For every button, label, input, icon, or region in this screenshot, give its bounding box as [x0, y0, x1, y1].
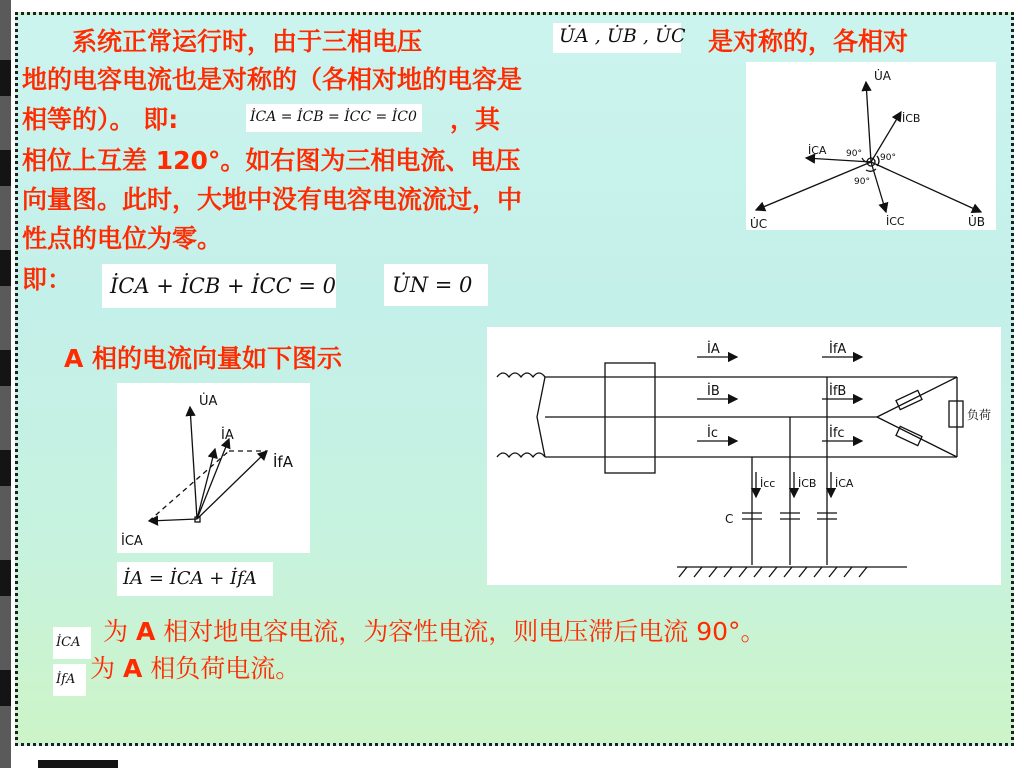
- para-line-1-end: 是对称的，各相对: [708, 27, 909, 56]
- three-phase-vector-diagram: [746, 62, 996, 230]
- pa-ia-label: İA: [221, 428, 234, 443]
- para-line-1: 系统正常运行时，由于三相电压: [72, 27, 423, 56]
- ua-label: U̇A: [874, 69, 891, 83]
- equation-voltages: U̇A , U̇B , U̇C: [553, 23, 681, 53]
- bottom-bar: [38, 760, 118, 768]
- load-label: 负荷: [967, 408, 992, 422]
- icc-label: İCC: [886, 215, 905, 228]
- icb-label: İCB: [902, 112, 921, 125]
- ica-label: İCA: [808, 144, 827, 157]
- ica-symbol: İCA: [53, 627, 91, 659]
- circuit-icb-label: İCB: [798, 477, 817, 490]
- circuit-ic-label: İc: [707, 426, 718, 441]
- circuit-ica-label: İCA: [835, 477, 854, 490]
- angle-label-2: 90°: [880, 153, 896, 163]
- angle-label-3: 90°: [854, 177, 870, 187]
- circuit-ib-label: İB: [707, 384, 720, 399]
- para-line-2: 地的电容电流也是对称的（各相对地的电容是: [22, 65, 523, 94]
- pa-ica-label: İCA: [121, 534, 143, 549]
- circuit-ifa-label: İfA: [829, 342, 847, 357]
- equation-a-phase: İA = İCA + İfA: [117, 562, 273, 596]
- para-line-3a: 相等的）。 即:: [22, 105, 179, 134]
- circuit-ifb-label: İfB: [829, 384, 847, 399]
- ifa-note: 为 A 相负荷电流。: [90, 654, 301, 683]
- ub-label: U̇B: [968, 215, 986, 229]
- pa-ua-label: U̇A: [199, 394, 218, 409]
- ica-note: 为 A 相对地电容电流，为容性电流，则电压滞后电流 90°。: [103, 617, 766, 646]
- para-line-5: 向量图。此时，大地中没有电容电流流过，中: [22, 185, 523, 214]
- pa-ifa-label: İfA: [273, 453, 293, 471]
- equation-equal-currents: İCA = İCB = İCC = İC0: [246, 104, 422, 132]
- angle-label-1: 90°: [846, 149, 862, 159]
- capacitor-label: C: [725, 512, 734, 526]
- para-line-7: 即：: [22, 265, 73, 294]
- para-line-3b: ，其: [450, 105, 501, 134]
- phase-a-vector-diagram: [117, 383, 310, 553]
- ifa-symbol: İfA: [53, 664, 86, 696]
- circuit-ifc-label: İfc: [829, 426, 845, 441]
- left-stripe: [0, 0, 11, 768]
- circuit-icc-label: İcc: [760, 477, 776, 490]
- section-heading: A 相的电流向量如下图示: [64, 344, 343, 373]
- circuit-ia-label: İA: [707, 342, 720, 357]
- equation-neutral: U̇N = 0: [384, 264, 488, 306]
- para-line-6: 性点的电位为零。: [22, 224, 223, 253]
- para-line-4: 相位上互差 120°。如右图为三相电流、电压: [22, 146, 521, 175]
- circuit-diagram: [487, 327, 1001, 585]
- equation-sum-currents: İCA + İCB + İCC = 0: [102, 264, 336, 308]
- uc-label: U̇C: [750, 217, 768, 230]
